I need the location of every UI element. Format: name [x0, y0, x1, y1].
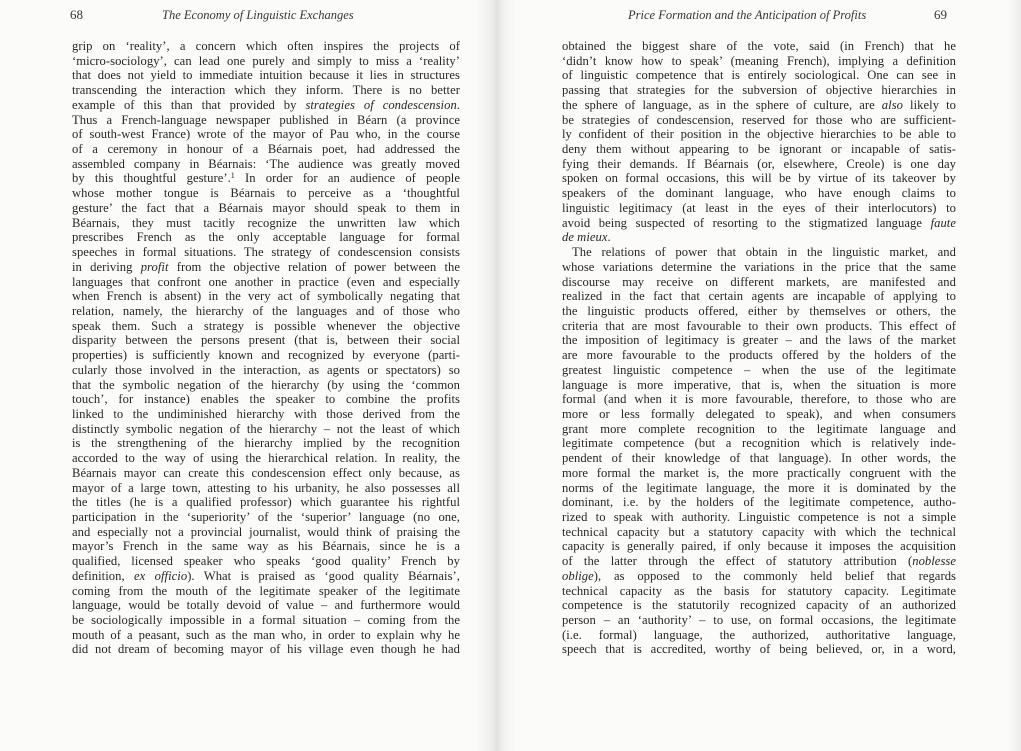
text-line	[562, 171, 956, 186]
footnote-marker: 1	[230, 171, 235, 181]
line-text: coming from the mouth of the legitimate speaker of the legitimate	[72, 583, 460, 598]
line-text: that the symbolic negation of the hierarchy (by using the ‘common	[72, 377, 460, 392]
line-text: whose mother tongue is Béarnais to perceive as a ‘thoughtful	[72, 186, 460, 201]
page-edge-shadow	[1007, 0, 1021, 751]
line-text: Thus a French-language newspaper published in Béarn (a province	[72, 112, 460, 127]
text-line	[72, 260, 460, 275]
line-text: in deriving	[72, 259, 141, 274]
line-text: pendent of their knowledge of that language). In other words, the	[562, 451, 956, 466]
line-text: of south-west France) wrote of the mayor of Pau who, in the course	[72, 127, 460, 142]
line-text: technical capacity as the basis for statutory capacity. Legitimate	[562, 583, 956, 598]
right-body-text	[562, 39, 956, 657]
line-text: mayor’s French in the same way as his Béarnais, since he is a	[72, 539, 460, 554]
text-line	[72, 333, 460, 348]
text-line	[562, 304, 956, 319]
line-text: are more favourable to the products offered by the holders of the	[562, 348, 956, 363]
line-text: disparity between the persons present (that is, between their social	[72, 333, 460, 348]
line-text: gesture’ the fact that a Béarnais mayor should speak to them in	[72, 200, 460, 215]
text-line	[562, 584, 956, 599]
text-line	[562, 642, 956, 657]
text-line	[562, 113, 956, 128]
line-text: ‘micro-sociology’, can lead one purely and simply to miss a ‘reality’	[72, 53, 460, 68]
line-text: formal (and when it is more favourable, therefore, to those who are	[562, 392, 956, 407]
italic-text: de mieux	[562, 230, 608, 245]
running-head-left: The Economy of Linguistic Exchanges	[162, 8, 354, 22]
text-line	[562, 525, 956, 540]
line-text: of linguistic competence that is entirely sociological. One can see in	[562, 68, 956, 83]
text-line	[562, 628, 956, 643]
line-text: be sociologically impossible in a formal situation – coming from the	[72, 613, 460, 628]
text-line	[562, 598, 956, 613]
line-text: person – an ‘authority’ – to use, on formal occasions, the legitimate	[562, 613, 956, 628]
line-text: speeches in formal situations. The strategy of condescension consists	[72, 245, 460, 260]
page-number-left: 68	[70, 7, 83, 22]
text-line	[562, 216, 956, 231]
line-text: of a ceremony in honour of a Béarnais poet, had addressed the	[72, 142, 460, 157]
text-line	[72, 83, 460, 98]
line-text: participation in the ‘superiority’ of the ‘superior’ language (no one,	[72, 510, 460, 524]
line-text-tail: ). What is praised as ‘good quality Béarnais’,	[187, 568, 460, 583]
text-line	[562, 392, 956, 407]
line-text: fying their demands. If Béarnais (or, elsewhere, Creole) is one day	[562, 156, 956, 171]
line-text: norms of the legitimate language, the more it is dominated by the	[562, 480, 956, 495]
line-text: speakers of the dominant language, who have enough claims to	[562, 186, 956, 201]
left-page	[0, 0, 500, 751]
text-line	[562, 436, 956, 451]
text-line	[72, 275, 460, 290]
text-line	[562, 157, 956, 172]
italic-text: also	[881, 97, 903, 112]
line-text: The relations of power that obtain in the linguistic market, and	[572, 245, 956, 260]
text-line	[72, 554, 460, 569]
text-line	[562, 481, 956, 496]
line-text: deny them without appearing to be ignorant or incapable of satis-	[562, 142, 956, 157]
text-line	[72, 642, 460, 657]
line-text: language, would be totally devoid of value – and furthermore would	[72, 598, 460, 613]
line-text: example of this than that provided by	[72, 97, 306, 112]
text-line	[72, 525, 460, 540]
line-text: did not dream of becoming mayor of his village even though he had	[72, 642, 460, 657]
text-line	[562, 201, 956, 216]
line-text: speech that is accredited, worthy of being believed, or, in a word,	[562, 642, 956, 657]
text-line	[72, 216, 460, 231]
line-text: capacity is generally paired, if only because it imposes the acquisition	[562, 539, 956, 554]
text-line	[72, 584, 460, 599]
line-text: prescribes French as the only acceptable language for formal	[72, 230, 460, 245]
text-line	[72, 127, 460, 142]
text-line	[562, 275, 956, 290]
text-line	[562, 68, 956, 83]
line-text: by this thoughtful gesture’.	[72, 171, 231, 186]
line-text: the imposition of legitimacy is greater – and the laws of the market	[562, 333, 956, 348]
line-text: (i.e. formal) language, the authorized, authoritative language,	[562, 627, 956, 642]
line-text: linked to the undiminished hierarchy with those derived from the	[72, 406, 460, 421]
text-line	[72, 201, 460, 216]
line-text: definition,	[72, 568, 135, 583]
text-line	[562, 348, 956, 363]
line-text: legitimate competence (but a recognition which is relatively inde-	[562, 436, 956, 451]
text-line	[562, 569, 956, 584]
line-text: is the strengthening of the hierarchy implied by the recognition	[72, 436, 460, 451]
text-line	[72, 348, 460, 363]
line-text: mouth of a peasant, such as the man who, in order to explain why he	[72, 627, 460, 642]
text-line	[562, 451, 956, 466]
text-line	[72, 304, 460, 319]
text-line	[562, 554, 956, 569]
text-line	[562, 378, 956, 393]
text-line	[72, 98, 460, 113]
line-text: spoken on formal occasions, this will be by virtue of its takeover by	[562, 171, 956, 186]
page-number-right: 69	[934, 7, 947, 22]
text-line	[562, 333, 956, 348]
line-text: mayor of a large town, attesting to his urbanity, he also possesses all	[72, 480, 460, 495]
line-text: ly confident of their position in the objective hierarchies to be able to	[562, 127, 956, 142]
text-line	[562, 422, 956, 437]
text-line	[562, 495, 956, 510]
text-line	[72, 466, 460, 481]
line-text: qualified, licensed speaker who speaks ‘good quality’ French by	[72, 554, 460, 569]
text-line	[562, 613, 956, 628]
italic-text: profit	[140, 259, 169, 274]
text-line	[72, 245, 460, 260]
text-line	[562, 83, 956, 98]
line-text: grip on ‘reality’, a concern which often inspires the projects of	[72, 39, 460, 53]
text-line	[562, 363, 956, 378]
line-text: rized to speak with authority. Linguistic competence is not a simple	[562, 510, 956, 524]
line-text: greatest linguistic competence – when the use of the legitimate	[562, 362, 956, 377]
italic-text: ex officio	[134, 568, 188, 583]
text-line	[72, 539, 460, 554]
line-text: obtained the biggest share of the vote, said (in French) that he	[562, 39, 956, 53]
line-text: ‘didn’t know how to speak’ (meaning French), implying a definition	[562, 53, 956, 68]
line-text: of the latter through the effect of statutory attribution (	[562, 554, 913, 569]
text-line	[562, 260, 956, 275]
text-line	[72, 230, 460, 245]
line-text-tail: ), as opposed to the commonly held belief that regards	[593, 568, 956, 583]
text-line	[562, 245, 956, 260]
line-text: and especially not a provincial journalist, would think of praising the	[72, 524, 460, 539]
text-line	[72, 613, 460, 628]
text-line	[72, 598, 460, 613]
line-text: touch’, for instance) enables the speaker to combine the profits	[72, 392, 460, 407]
line-text: passing that strategies for the subversion of objective hierarchies in	[562, 83, 956, 98]
text-line	[72, 39, 460, 54]
text-line	[72, 392, 460, 407]
line-text: whose variations determine the variations in the price that the same	[562, 259, 956, 274]
line-text: avoid being suspected of resorting to the stigmatized language	[562, 215, 931, 230]
line-text: relation, namely, the hierarchy of the languages and of those who	[72, 303, 460, 318]
text-line	[72, 407, 460, 422]
line-text: accorded to the way of using the hierarchical relation. In reality, the	[72, 451, 460, 466]
text-line	[72, 363, 460, 378]
italic-text: noblesse	[912, 554, 956, 569]
text-line	[72, 68, 460, 83]
right-page	[510, 0, 1021, 751]
text-line	[562, 230, 956, 245]
text-line	[562, 54, 956, 69]
line-text: the titles (he is a qualified professor) which guarantee his rightful	[72, 495, 460, 510]
text-line	[72, 289, 460, 304]
text-line	[72, 113, 460, 128]
line-text: more formal the market is, the more practically congruent with the	[562, 465, 956, 480]
text-line	[562, 510, 956, 525]
line-text: languages that confront one another in practice (even and especially	[72, 274, 460, 289]
text-line	[72, 628, 460, 643]
text-line	[72, 481, 460, 496]
line-text: properties) is sufficiently known and recognized by everyone (parti-	[72, 348, 460, 363]
italic-text: faute	[930, 215, 956, 230]
text-line	[72, 157, 460, 172]
text-line	[72, 378, 460, 393]
line-text-tail: .	[607, 230, 611, 245]
line-text-tail: likely to	[903, 97, 956, 112]
line-text: dominant, i.e. by the holders of the legitimate competence, autho-	[562, 495, 956, 510]
line-text: language is more imperative, that is, when the situation is more	[562, 377, 956, 392]
text-line	[72, 319, 460, 334]
left-body-text	[72, 39, 460, 657]
text-line	[72, 422, 460, 437]
line-text: criteria that are most favourable to their own products. This effect of	[562, 318, 956, 333]
line-text: technical capacity but a statutory capacity with which the technical	[562, 524, 956, 539]
line-text: the sphere of language, as in the sphere of culture, are	[562, 97, 882, 112]
line-text: Béarnais, they must tacitly recognize the unwritten law which	[72, 215, 460, 230]
line-text: cularly those involved in the interaction, as agents or spectators) so	[72, 362, 460, 377]
text-line	[72, 495, 460, 510]
running-head-right: Price Formation and the Anticipation of Profits	[628, 8, 867, 22]
line-text-tail: from the objective relation of power between the	[168, 259, 460, 274]
line-text: Béarnais mayor can create this condescension effect only because, as	[72, 465, 460, 480]
line-text: discourse may receive on different markets, are manifested and	[562, 274, 956, 289]
line-text: speak them. Such a strategy is possible whenever the objective	[72, 318, 460, 333]
line-text: that does not yield to immediate intuition because it lies in structures	[72, 68, 460, 83]
line-text: assembled company in Béarnais: ‘The audience was greatly moved	[72, 156, 460, 171]
text-line	[72, 171, 460, 186]
line-text: grant more complete recognition to the legitimate language and	[562, 421, 956, 436]
line-text: distinctly symbolic negation of the hierarchy – not the least of which	[72, 421, 460, 436]
text-line	[562, 127, 956, 142]
text-line	[72, 54, 460, 69]
line-text: be strategies of condescension, reserved for those who are sufficient-	[562, 112, 956, 127]
text-line	[562, 98, 956, 113]
line-text: linguistic legitimacy (at least in the eyes of their interlocutors) to	[562, 200, 956, 215]
text-line	[562, 39, 956, 54]
line-text-tail: .	[456, 97, 460, 112]
text-line	[562, 539, 956, 554]
text-line	[72, 510, 460, 525]
line-text: realized in the fact that certain agents are incapable of applying to	[562, 289, 956, 304]
italic-text: strategies of condescension	[305, 97, 457, 112]
line-text: when French is absent) in the very act of symbolically negating that	[72, 289, 460, 304]
text-line	[562, 142, 956, 157]
line-text: transcending the interaction which they inform. There is no better	[72, 83, 460, 98]
line-text: the linguistic products offered, either by themselves or others, the	[562, 303, 956, 318]
text-line	[562, 186, 956, 201]
text-line	[72, 569, 460, 584]
text-line	[72, 186, 460, 201]
text-line	[72, 142, 460, 157]
text-line	[562, 289, 956, 304]
text-line	[562, 407, 956, 422]
line-text: more or less formally delegated to speak), and when consumers	[562, 406, 956, 421]
line-text-tail: In order for an audience of people	[234, 171, 460, 186]
italic-text: oblige	[562, 568, 594, 583]
text-line	[562, 466, 956, 481]
text-line	[562, 319, 956, 334]
line-text: competence is the statutorily recognized capacity of an authorized	[562, 598, 956, 613]
text-line	[72, 436, 460, 451]
text-line	[72, 451, 460, 466]
